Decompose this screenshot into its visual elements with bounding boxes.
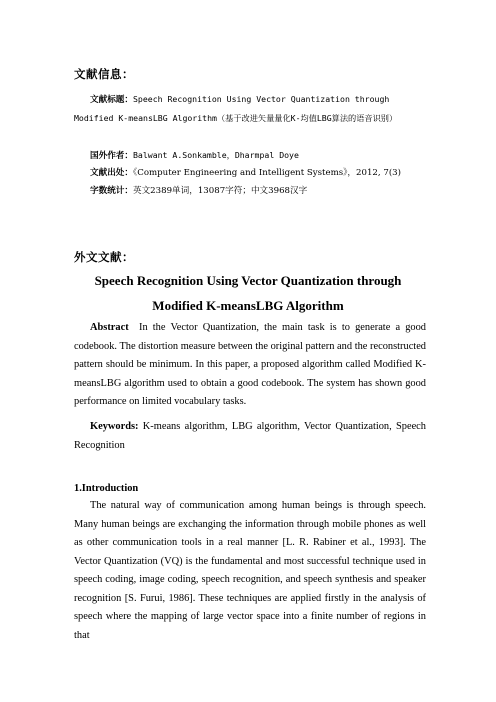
count-value: 英文2389单词，13087字符；中文3968汉字 [132,186,308,196]
keywords-paragraph [74,418,426,455]
source-label: 文献出处： [90,168,133,178]
info-authors-line [90,146,442,165]
count-label: 字数统计： [90,186,133,196]
authors-value: Balwant A.Sonkamble，Dharmpal Doye [132,150,299,160]
title-label: 文献标题： [90,95,133,105]
title-value: Speech Recognition Using Vector Quantization through Modified K-meansLBG Algorithm（基于改进矢量量化K-均值LBG算法的语音识别） [74,94,398,123]
keywords-text: K-means algorithm, LBG algorithm, Vector Quantization, Speech Recognition [74,421,426,451]
authors-label: 国外作者： [90,151,133,161]
paper-title-line1: Speech Recognition Using Vector Quantization through [94,273,402,288]
info-count-line [90,182,442,200]
source-value: 《Computer Engineering and Intelligent Systems》，2012, 7(3) [132,168,402,178]
intro-heading: 1.Introduction [74,483,139,494]
abstract-label: Abstract [90,322,129,333]
info-source-line [90,164,442,182]
paper-title-line2: Modified K-meansLBG Algorithm [152,298,344,313]
keywords-label: Keywords: [90,421,139,432]
abstract-paragraph [74,319,426,412]
info-title-line [74,90,426,128]
intro-paragraph: The natural way of communication among human beings is through speech. Many human beings are exchanging the information through mobile phones as well as other communication tools in a real manner [L. R. Rabiner et al., 1993]. The Vector Quantization (VQ) is the fundamental and most successful technique used in speech coding, image coding, speech recognition, and speech synthesis and speaker recognition [S. Furui, 1986]. These techniques are applied firstly in the analysis of speech where the mapping of large vector space into a finite number of regions in that [74,500,426,641]
info-section-heading: 文献信息： [74,67,134,81]
foreign-section-heading: 外文文献： [74,250,134,264]
abstract-text: In the Vector Quantization, the main task is to generate a good codebook. The distortion measure between the original pattern and the reconstructed pattern should be minimum. In this paper, a proposed algorithm called Modified K-meansLBG algorithm used to obtain a good codebook. The system has shown good performance on limited vocabulary tasks. [74,322,426,407]
